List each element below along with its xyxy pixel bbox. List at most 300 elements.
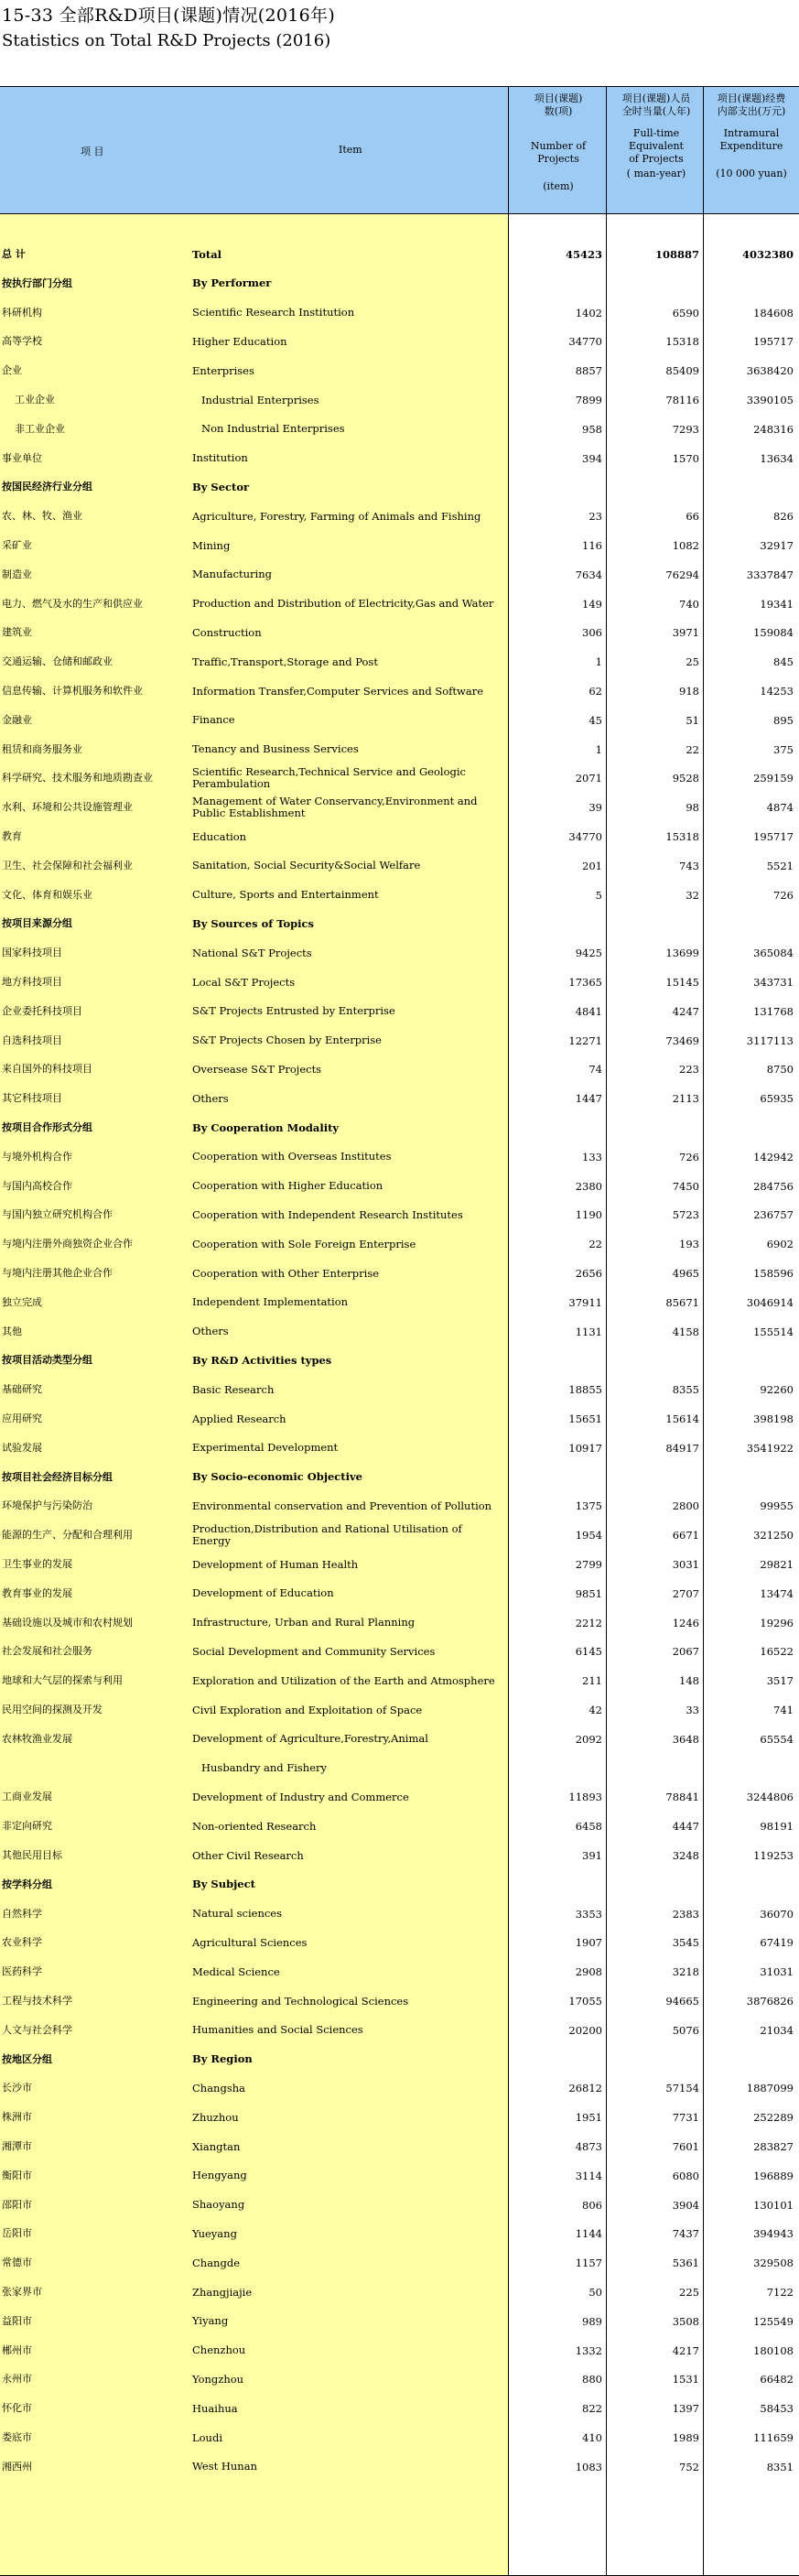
table-row xyxy=(0,1579,799,1608)
value-projects: 8857 xyxy=(575,364,602,378)
row-label-cn: 按项目合作形式分组 xyxy=(2,1121,92,1133)
row-label-cn: 永州市 xyxy=(2,2373,32,2386)
row-label-cn: 其他 xyxy=(2,1325,22,1337)
row-label-en: Xiangtan xyxy=(192,2139,241,2153)
value-expenditure: 67419 xyxy=(760,1936,794,1950)
row-label-en: Development of Education xyxy=(192,1586,334,1600)
value-fte: 73469 xyxy=(665,1034,699,1047)
row-label-cn: 与境内注册其他企业合作 xyxy=(2,1267,113,1279)
value-expenditure: 184608 xyxy=(753,306,794,319)
value-expenditure: 259159 xyxy=(753,772,794,785)
value-projects: 5 xyxy=(595,888,602,902)
header-col1-unit: (item) xyxy=(543,180,574,192)
row-label-en: Experimental Development xyxy=(192,1441,339,1455)
header-col2 xyxy=(611,92,701,180)
value-expenditure: 7122 xyxy=(766,2286,794,2299)
value-projects: 2380 xyxy=(575,1179,602,1193)
row-label-cn: 电力、燃气及水的生产和供应业 xyxy=(2,597,143,610)
value-fte: 6671 xyxy=(672,1529,699,1542)
value-fte: 7293 xyxy=(672,422,699,436)
value-fte: 3218 xyxy=(672,1965,699,1979)
row-label-cn: 与国内高校合作 xyxy=(2,1179,72,1192)
value-expenditure: 741 xyxy=(773,1704,794,1716)
value-fte: 85671 xyxy=(665,1295,699,1309)
value-expenditure: 65554 xyxy=(760,1732,794,1746)
row-label-cn: 张家界市 xyxy=(2,2286,42,2298)
table-row xyxy=(0,1550,799,1579)
value-expenditure: 180108 xyxy=(753,2343,794,2357)
row-label-en: Non Industrial Enterprises xyxy=(201,422,345,436)
table-row xyxy=(0,1317,799,1347)
value-projects: 17365 xyxy=(568,976,602,989)
value-expenditure: 6902 xyxy=(766,1238,794,1251)
value-fte: 78116 xyxy=(665,394,699,406)
row-label-en: Traffic,Transport,Storage and Post xyxy=(192,655,378,668)
row-label-en: Cooperation with Sole Foreign Enterprise xyxy=(192,1237,416,1250)
row-label-en: Local S&T Projects xyxy=(192,975,296,989)
row-label-en: Manufacturing xyxy=(192,568,272,581)
value-expenditure: 159084 xyxy=(753,626,794,640)
row-label-cn: 益阳市 xyxy=(2,2314,32,2327)
row-label-cn: 交通运输、仓储和邮政业 xyxy=(2,655,113,668)
row-label-en: Construction xyxy=(192,625,262,639)
value-fte: 3508 xyxy=(672,2314,699,2328)
value-fte: 4158 xyxy=(672,1325,699,1338)
value-expenditure: 3638420 xyxy=(746,364,794,378)
header-col3-cn: 项目(课题)经费内部支出(万元) xyxy=(717,92,786,117)
value-projects: 306 xyxy=(582,626,602,640)
row-label-cn: 长沙市 xyxy=(2,2082,32,2094)
table-row xyxy=(0,1666,799,1695)
value-expenditure: 58453 xyxy=(760,2402,794,2416)
value-fte: 15318 xyxy=(665,335,699,349)
row-label-en: Chenzhou xyxy=(192,2343,246,2357)
row-label-cn: 环境保护与污染防治 xyxy=(2,1499,92,1512)
header-col2-en: Full-time Equivalent of Projects xyxy=(629,127,684,165)
row-label-cn: 建筑业 xyxy=(2,626,32,639)
row-label-en: Production and Distribution of Electricity,Gas and Water xyxy=(192,597,494,611)
value-projects: 10917 xyxy=(568,1441,602,1455)
table-row xyxy=(0,560,799,590)
table-row xyxy=(0,1084,799,1113)
value-fte: 225 xyxy=(679,2286,699,2299)
table-row xyxy=(0,793,799,822)
table-row xyxy=(0,676,799,706)
table-row xyxy=(0,938,799,968)
table-row xyxy=(0,1463,799,1492)
table-row xyxy=(0,1870,799,1900)
table-row xyxy=(0,763,799,793)
row-label-en: Scientific Research,Technical Service and Geologic Perambulation xyxy=(192,765,466,791)
value-projects: 116 xyxy=(582,539,602,552)
row-label-cn: 信息传输、计算机服务和软件业 xyxy=(2,685,143,697)
value-fte: 2113 xyxy=(672,1092,699,1106)
value-projects: 1131 xyxy=(575,1325,602,1338)
value-fte: 33 xyxy=(686,1704,699,1716)
row-label-cn: 高等学校 xyxy=(2,335,42,348)
value-expenditure: 343731 xyxy=(753,976,794,989)
row-label-cn: 基础设施以及城市和农村规划 xyxy=(2,1616,133,1629)
value-projects: 9425 xyxy=(575,947,602,960)
value-projects: 133 xyxy=(582,1150,602,1164)
row-label-en: Finance xyxy=(192,713,235,727)
value-fte: 1570 xyxy=(672,451,699,465)
table-row xyxy=(0,1375,799,1404)
table-row xyxy=(0,1346,799,1375)
table-row xyxy=(0,1172,799,1201)
value-projects: 1951 xyxy=(575,2111,602,2125)
row-label-cn: 衡阳市 xyxy=(2,2169,32,2181)
row-label-en: Agriculture, Forestry, Farming of Animals and Fishing xyxy=(192,509,481,523)
table-row xyxy=(0,444,799,473)
table-row xyxy=(0,2045,799,2074)
row-label-cn: 来自国外的科技项目 xyxy=(2,1063,92,1076)
header-col2-cn: 项目(课题)人员全时当量(人年) xyxy=(621,92,691,117)
row-label-cn: 文化、体育和娱乐业 xyxy=(2,888,92,901)
table-row xyxy=(0,1491,799,1521)
row-label-cn: 总 计 xyxy=(2,248,26,260)
row-label-en: Zhangjiajie xyxy=(192,2285,253,2299)
row-label-cn: 教育 xyxy=(2,830,22,842)
row-label-en: Humanities and Social Sciences xyxy=(192,2023,363,2037)
value-projects: 391 xyxy=(582,1849,602,1862)
value-expenditure: 1887099 xyxy=(746,2082,794,2095)
value-expenditure: 5521 xyxy=(766,859,794,872)
value-projects: 45 xyxy=(588,713,602,727)
row-label-cn: 湘西州 xyxy=(2,2460,32,2473)
value-projects: 42 xyxy=(588,1704,602,1716)
value-fte: 918 xyxy=(679,685,699,698)
row-label-cn: 娄底市 xyxy=(2,2431,32,2443)
table-row xyxy=(0,706,799,735)
table-row xyxy=(0,2248,799,2278)
table-row xyxy=(0,881,799,910)
value-projects: 12271 xyxy=(568,1034,602,1047)
value-expenditure: 131768 xyxy=(753,1004,794,1018)
row-label-cn: 株洲市 xyxy=(2,2111,32,2124)
table-row xyxy=(0,1957,799,1986)
value-projects: 1 xyxy=(595,742,602,756)
table-row xyxy=(0,2073,799,2103)
row-label-cn: 按国民经济行业分组 xyxy=(2,481,92,493)
value-expenditure: 31031 xyxy=(760,1965,794,1979)
table-row xyxy=(0,590,799,619)
value-fte: 51 xyxy=(686,713,699,727)
row-label-en: Higher Education xyxy=(192,334,287,348)
value-fte: 15145 xyxy=(665,976,699,989)
value-projects: 4841 xyxy=(575,1004,602,1018)
table-row xyxy=(0,2336,799,2365)
table-row xyxy=(0,1637,799,1666)
value-expenditure: 14253 xyxy=(760,685,794,698)
row-label-cn: 能源的生产、分配和合理利用 xyxy=(2,1529,133,1542)
value-projects: 989 xyxy=(582,2314,602,2328)
value-fte: 740 xyxy=(679,597,699,611)
value-projects: 26812 xyxy=(568,2082,602,2095)
header-item-cn: 项 目 xyxy=(81,146,104,157)
row-label-en: Sanitation, Social Security&Social Welfare xyxy=(192,859,421,872)
value-projects: 1447 xyxy=(575,1092,602,1106)
table-row xyxy=(0,2219,799,2248)
value-expenditure: 284756 xyxy=(753,1179,794,1193)
value-expenditure: 248316 xyxy=(753,422,794,436)
table-row xyxy=(0,1229,799,1259)
value-fte: 752 xyxy=(679,2460,699,2473)
value-expenditure: 398198 xyxy=(753,1412,794,1425)
table-row xyxy=(0,1404,799,1434)
header-col3-unit: (10 000 yuan) xyxy=(716,168,787,179)
row-label-cn: 按项目来源分组 xyxy=(2,917,72,930)
row-label-cn: 人文与社会科学 xyxy=(2,2023,72,2036)
value-expenditure: 283827 xyxy=(753,2140,794,2153)
row-label-en: By Sector xyxy=(192,480,250,493)
value-fte: 108887 xyxy=(654,248,699,261)
row-label-en: National S&T Projects xyxy=(192,946,312,959)
row-label-cn: 自选科技项目 xyxy=(2,1034,62,1046)
row-label-cn: 与国内独立研究机构合作 xyxy=(2,1208,113,1221)
row-label-en: Development of Agriculture,Forestry,Animal xyxy=(192,1732,428,1746)
value-fte: 22 xyxy=(686,742,699,756)
row-label-cn: 卫生、社会保障和社会福利业 xyxy=(2,859,133,871)
value-fte: 3971 xyxy=(672,626,699,640)
row-label-cn: 非工业企业 xyxy=(15,422,65,435)
value-expenditure: 8750 xyxy=(766,1063,794,1077)
table-row xyxy=(0,1725,799,1754)
value-projects: 2799 xyxy=(575,1558,602,1571)
table-row xyxy=(0,1841,799,1870)
table-row xyxy=(0,2103,799,2132)
value-fte: 98 xyxy=(686,801,699,815)
row-label-cn: 金融业 xyxy=(2,713,32,726)
row-label-cn: 工商业发展 xyxy=(2,1791,52,1803)
row-label-cn: 与境外机构合作 xyxy=(2,1150,72,1163)
value-fte: 32 xyxy=(686,888,699,902)
value-projects: 17055 xyxy=(568,1995,602,2008)
table-row xyxy=(0,1986,799,2016)
value-projects: 1907 xyxy=(575,1936,602,1950)
value-fte: 2707 xyxy=(672,1586,699,1600)
value-fte: 1989 xyxy=(672,2431,699,2444)
row-label-cn: 应用研究 xyxy=(2,1412,42,1424)
value-fte: 5723 xyxy=(672,1208,699,1222)
row-label-en: Social Development and Community Services xyxy=(192,1644,436,1658)
value-fte: 3648 xyxy=(672,1732,699,1746)
row-label-en: Industrial Enterprises xyxy=(201,393,319,406)
row-label-cn: 邵阳市 xyxy=(2,2198,32,2211)
value-projects: 1375 xyxy=(575,1499,602,1513)
table-row xyxy=(0,735,799,764)
value-expenditure: 13634 xyxy=(760,451,794,465)
row-label-en: By R&D Activities types xyxy=(192,1353,332,1367)
row-label-cn: 医药科学 xyxy=(2,1965,42,1978)
value-fte: 66 xyxy=(686,510,699,524)
value-projects: 1190 xyxy=(575,1208,602,1222)
table-row xyxy=(0,327,799,356)
table-row xyxy=(0,1608,799,1638)
value-expenditure: 3117113 xyxy=(746,1034,794,1047)
value-expenditure: 329508 xyxy=(753,2257,794,2270)
row-label-en: Changde xyxy=(192,2256,240,2269)
value-expenditure: 21034 xyxy=(760,2023,794,2037)
row-label-cn: 农业科学 xyxy=(2,1936,42,1949)
value-projects: 880 xyxy=(582,2373,602,2387)
row-label-en: By Performer xyxy=(192,276,272,290)
row-label-en: Scientific Research Institution xyxy=(192,306,355,319)
row-label-en: Others xyxy=(192,1325,229,1338)
row-label-cn: 企业 xyxy=(2,364,22,377)
row-label-en: Development of Industry and Commerce xyxy=(192,1790,409,1803)
row-label-cn: 非定向研究 xyxy=(2,1820,52,1833)
value-expenditure: 19341 xyxy=(760,597,794,611)
row-label-en: Oversease S&T Projects xyxy=(192,1062,322,1076)
value-expenditure: 3876826 xyxy=(746,1995,794,2008)
row-label-en: Applied Research xyxy=(192,1412,286,1425)
value-projects: 18855 xyxy=(568,1383,602,1397)
table-row xyxy=(0,851,799,881)
table-row xyxy=(0,472,799,502)
table-row xyxy=(0,909,799,938)
table-row xyxy=(0,1695,799,1725)
row-label-cn: 其他民用目标 xyxy=(2,1849,62,1861)
row-label-cn: 岳阳市 xyxy=(2,2227,32,2240)
value-expenditure: 29821 xyxy=(760,1558,794,1571)
table-row xyxy=(0,1026,799,1055)
value-fte: 1531 xyxy=(672,2373,699,2387)
row-label-en: Non-oriented Research xyxy=(192,1819,317,1833)
row-label-en: Other Civil Research xyxy=(192,1848,304,1862)
value-fte: 726 xyxy=(679,1150,699,1164)
value-fte: 1246 xyxy=(672,1616,699,1629)
row-label-cn: 地方科技项目 xyxy=(2,976,62,988)
header-col3-en: Intramural Expenditure xyxy=(719,127,783,152)
value-fte: 84917 xyxy=(665,1441,699,1455)
value-projects: 39 xyxy=(588,801,602,815)
value-projects: 2908 xyxy=(575,1965,602,1979)
value-expenditure: 845 xyxy=(773,655,794,669)
row-label-en: Enterprises xyxy=(192,363,254,377)
value-projects: 23 xyxy=(588,510,602,524)
row-label-cn: 与境内注册外商独资企业合作 xyxy=(2,1238,133,1250)
value-expenditure: 125549 xyxy=(753,2314,794,2328)
value-projects: 1144 xyxy=(575,2227,602,2241)
value-fte: 148 xyxy=(679,1674,699,1688)
row-label-en: Production,Distribution and Rational Utilisation of Energy xyxy=(192,1522,462,1548)
value-fte: 7731 xyxy=(672,2111,699,2125)
value-fte: 2067 xyxy=(672,1645,699,1659)
value-expenditure: 155514 xyxy=(753,1325,794,1338)
table-row xyxy=(0,2365,799,2394)
header-col1-en: Number of Projects xyxy=(530,140,587,165)
row-label-en: By Subject xyxy=(192,1878,255,1891)
value-fte: 223 xyxy=(679,1063,699,1077)
row-label-cn: 地球和大气层的探索与利用 xyxy=(2,1674,123,1687)
row-label-cn: 湘潭市 xyxy=(2,2140,32,2152)
value-projects: 45423 xyxy=(565,248,602,261)
value-fte: 3904 xyxy=(672,2198,699,2212)
value-projects: 822 xyxy=(582,2402,602,2416)
row-label-en: Zhuzhou xyxy=(192,2110,239,2124)
value-fte: 3545 xyxy=(672,1936,699,1950)
row-label-en: Hengyang xyxy=(192,2169,247,2182)
value-fte: 193 xyxy=(679,1238,699,1251)
row-label-en: Information Transfer,Computer Services and Software xyxy=(192,684,484,698)
value-expenditure: 3541922 xyxy=(746,1441,794,1455)
table-row xyxy=(0,531,799,560)
header-col3 xyxy=(707,92,796,180)
table-row xyxy=(0,2161,799,2191)
row-label-en: By Socio-economic Objective xyxy=(192,1470,362,1484)
value-expenditure: 895 xyxy=(773,713,794,727)
row-label-en: Yiyang xyxy=(192,2314,229,2328)
value-fte: 94665 xyxy=(665,1995,699,2008)
table-row xyxy=(0,968,799,997)
table-row xyxy=(0,2191,799,2220)
value-projects: 74 xyxy=(588,1063,602,1077)
value-expenditure: 195717 xyxy=(753,335,794,349)
row-label-en: Cooperation with Other Enterprise xyxy=(192,1266,380,1280)
row-label-en: Management of Water Conservancy,Environment and Public Establishment xyxy=(192,795,478,820)
value-projects: 37911 xyxy=(568,1295,602,1309)
value-fte: 9528 xyxy=(672,772,699,785)
row-label-cn: 科学研究、技术服务和地质勘查业 xyxy=(2,772,153,785)
value-fte: 85409 xyxy=(665,364,699,378)
value-expenditure: 196889 xyxy=(753,2169,794,2182)
table-row xyxy=(0,1259,799,1288)
row-label-cn: 事业单位 xyxy=(2,451,42,464)
row-label-en: S&T Projects Entrusted by Enterprise xyxy=(192,1004,395,1018)
row-label-en: Independent Implementation xyxy=(192,1295,349,1309)
table-title-cn: 15-33 全部R&D项目(课题)情况(2016年) xyxy=(2,5,336,26)
value-projects: 1954 xyxy=(575,1529,602,1542)
row-label-en: Institution xyxy=(192,451,248,465)
value-expenditure: 826 xyxy=(773,510,794,524)
table-row xyxy=(0,1142,799,1172)
row-label-en: Basic Research xyxy=(192,1382,275,1396)
value-fte: 7601 xyxy=(672,2140,699,2153)
value-expenditure: 32917 xyxy=(760,539,794,552)
header-col1 xyxy=(513,92,604,193)
row-label-en: Infrastructure, Urban and Rural Planning xyxy=(192,1616,416,1629)
table-row xyxy=(0,822,799,851)
value-projects: 11893 xyxy=(568,1791,602,1804)
value-expenditure: 19296 xyxy=(760,1616,794,1629)
value-fte: 6590 xyxy=(672,306,699,319)
value-expenditure: 3517 xyxy=(766,1674,794,1688)
value-expenditure: 726 xyxy=(773,888,794,902)
row-label-cn: 独立完成 xyxy=(2,1295,42,1308)
value-projects: 2656 xyxy=(575,1267,602,1280)
row-label-en: Culture, Sports and Entertainment xyxy=(192,888,379,902)
table-row xyxy=(0,1812,799,1841)
table-row xyxy=(0,997,799,1026)
row-label-cn: 制造业 xyxy=(2,568,32,580)
value-projects: 958 xyxy=(582,422,602,436)
value-fte: 1397 xyxy=(672,2402,699,2416)
row-label-cn: 按项目社会经济目标分组 xyxy=(2,1470,113,1483)
value-expenditure: 16522 xyxy=(760,1645,794,1659)
value-fte: 4447 xyxy=(672,1820,699,1834)
row-label-cn: 按学科分组 xyxy=(2,1878,52,1890)
table-title-en: Statistics on Total R&D Projects (2016) xyxy=(2,31,331,50)
row-label-en: By Sources of Topics xyxy=(192,916,315,930)
value-fte: 743 xyxy=(679,859,699,872)
row-label-cn: 按执行部门分组 xyxy=(2,276,72,289)
row-label-en: West Hunan xyxy=(192,2460,257,2473)
row-label-cn: 其它科技项目 xyxy=(2,1092,62,1105)
value-expenditure: 119253 xyxy=(753,1849,794,1862)
value-expenditure: 4032380 xyxy=(741,248,794,261)
value-fte: 2383 xyxy=(672,1907,699,1921)
